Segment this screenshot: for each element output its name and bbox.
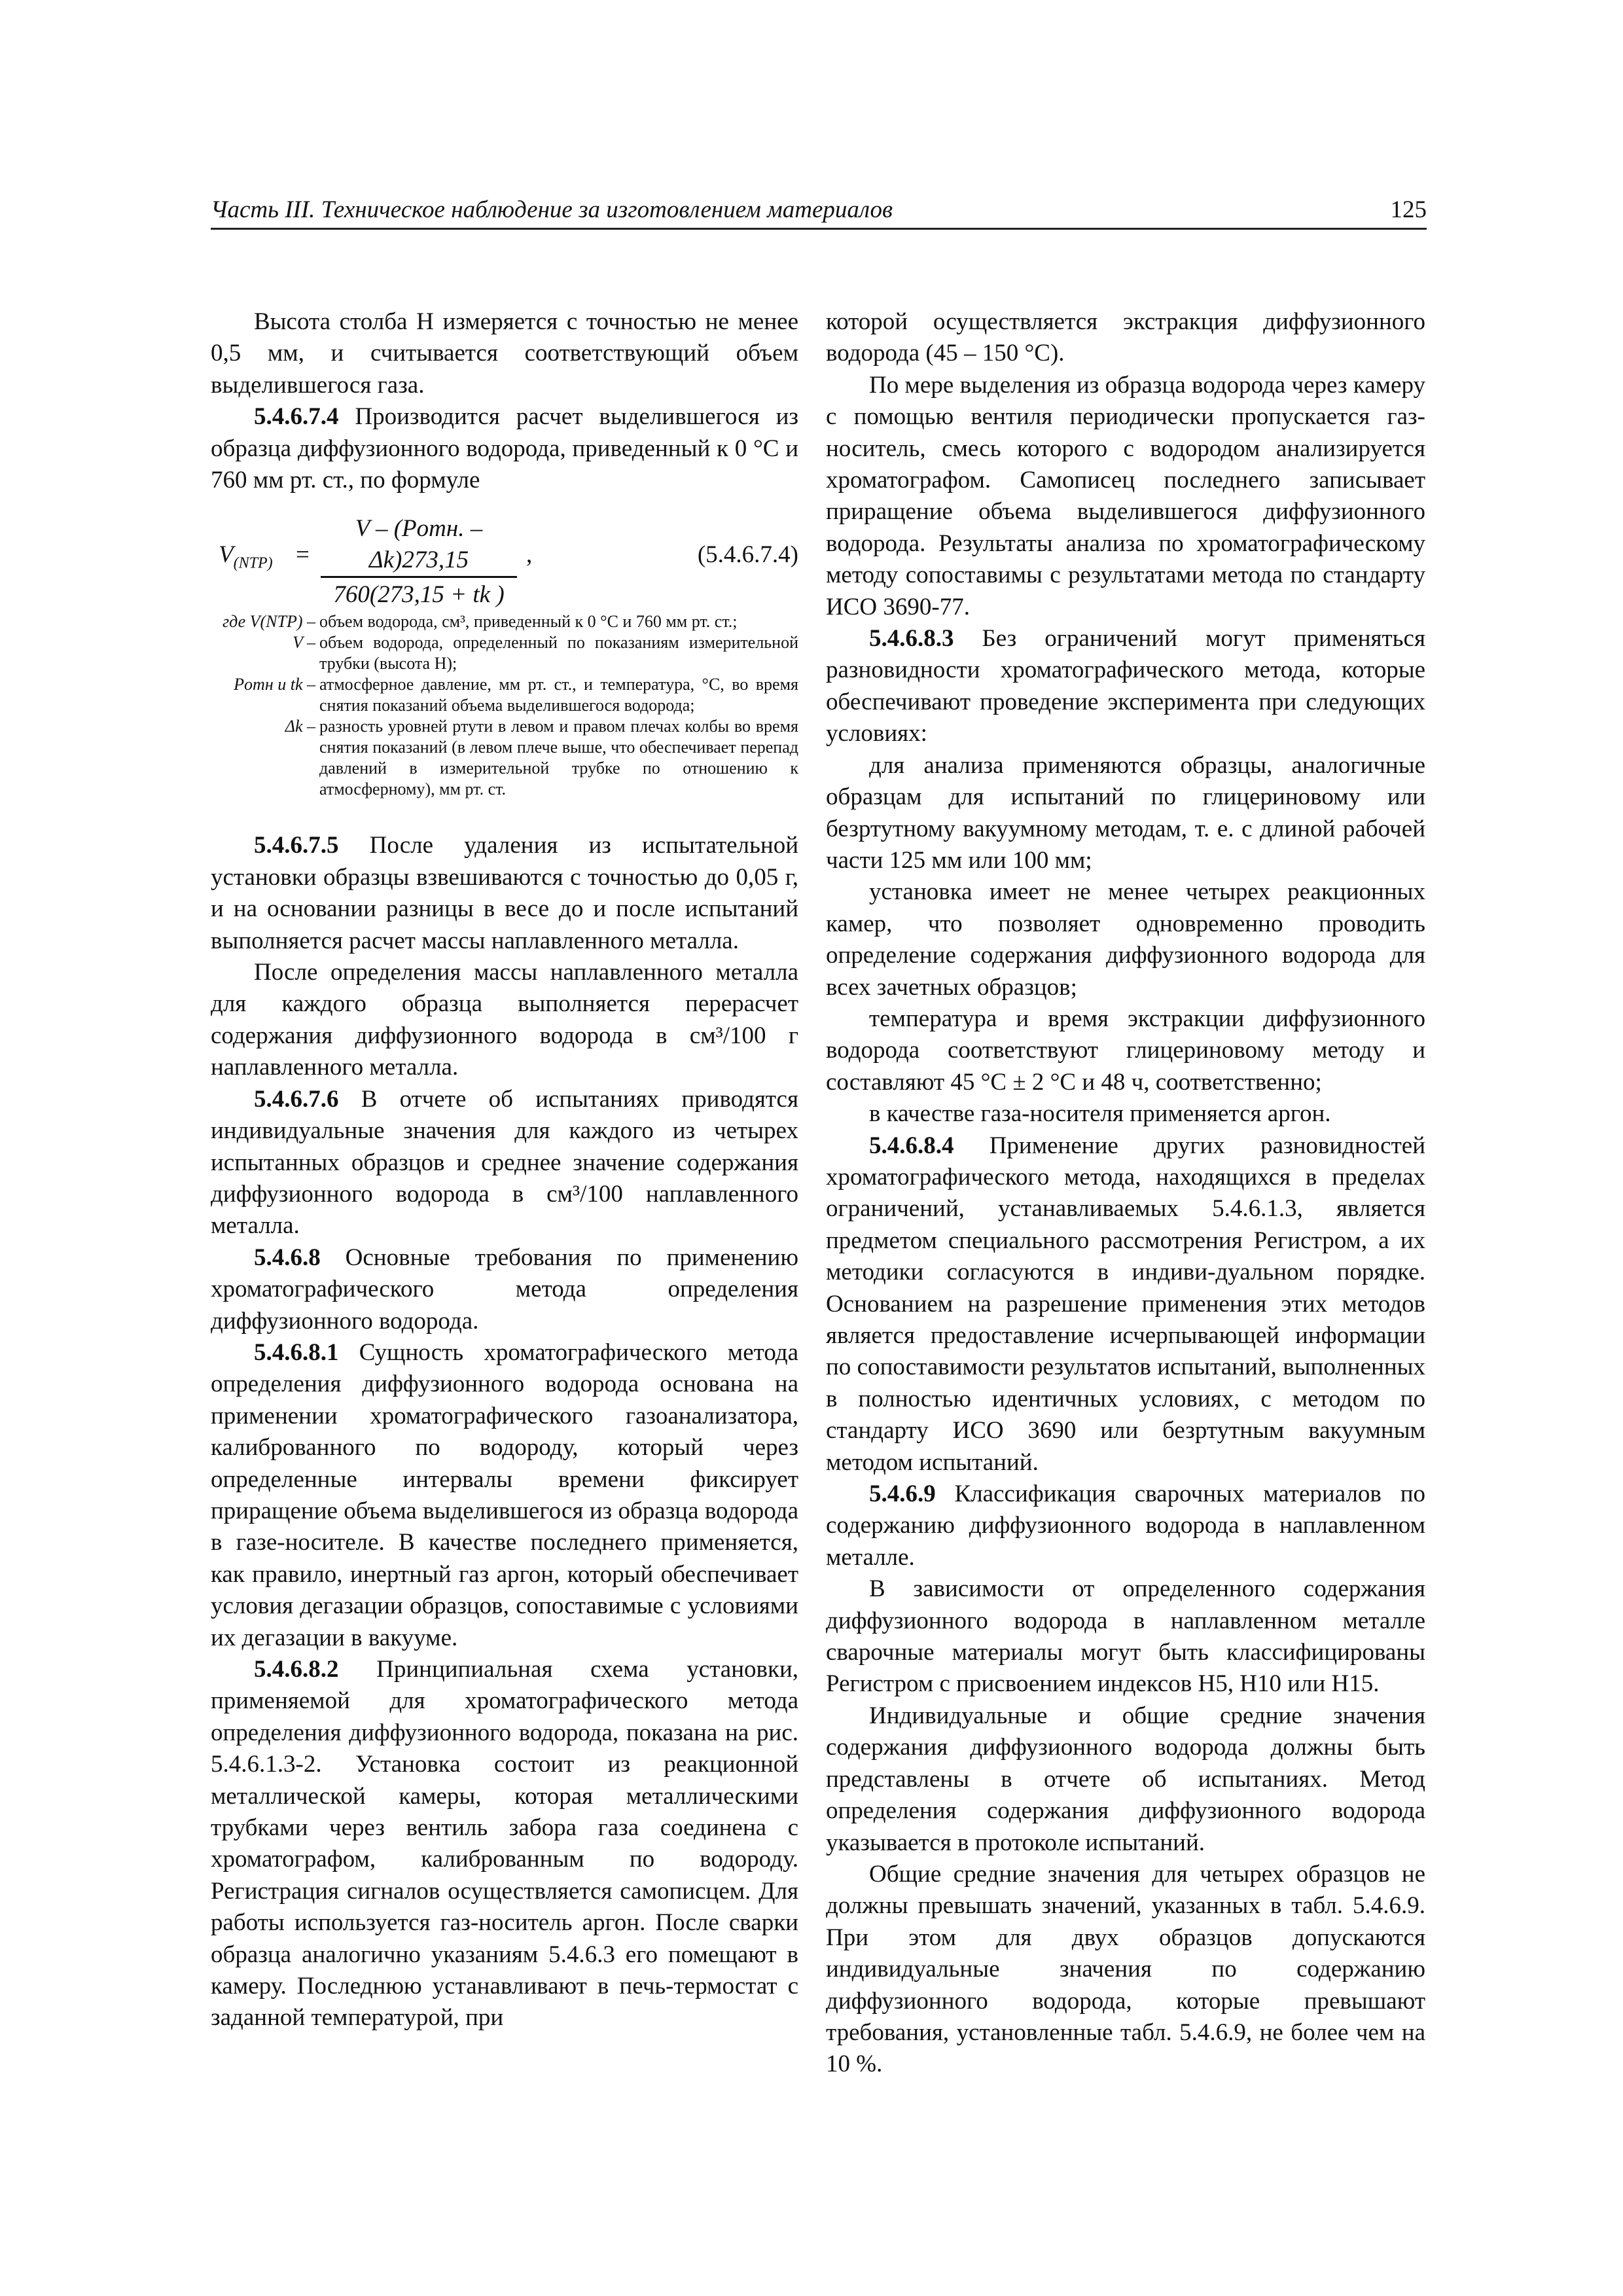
formula-number: (5.4.6.7.4)	[697, 541, 798, 569]
legend-symbol: Pотн и tk –	[234, 675, 315, 694]
paragraph-continuation: которой осуществляется экстракция диффузионного водорода (45 – 150 °С).	[826, 308, 1425, 367]
section-5-4-6-7-5	[211, 830, 798, 957]
formula-lhs: $V_{(NTP)}$	[219, 541, 273, 572]
section-5-4-6-8-1	[211, 1337, 798, 1654]
right-column	[826, 306, 1425, 2081]
section-text: Производится расчет выделившегося из образца диффузионного водорода, приведенный к 0 °С и 760 мм рт. ст., по формуле	[211, 403, 798, 494]
section-5-4-6-8	[211, 1242, 798, 1337]
section-text: Принципиальная схема установки, применяемой для хроматографического метода определения диффузионного водорода, показана на рис. 5.4.6.1.3-2. Установка состоит из реакционной металлической камеры, которая металлическими трубками через вентиль забора газа соединена с хроматографом, калиброванным по водороду. Регистрация сигналов осуществляется самописцем. Для работы используется газ-носитель аргон. После сварки образца аналогично указаниям 5.4.6.3 его помещают в камеру. Последнюю устанавливают в печь-термостат с заданной температурой, при	[211, 1656, 798, 2032]
legend-row	[211, 674, 798, 716]
formula-equals: =	[296, 541, 310, 569]
formula-5-4-6-7-4	[211, 513, 798, 609]
condition-item: температура и время экстракции диффузионного водорода соответствуют глицериновому методу и составляют 45 °С ± 2 °С и 48 ч, соответственно;	[826, 1005, 1425, 1096]
condition-item: в качестве газа-носителя применяется аргон.	[869, 1100, 1331, 1128]
legend-text: атмосферное давление, мм рт. ст., и температура, °С, во время снятия показаний объема выделившегося водорода;	[319, 675, 798, 715]
section-number: 5.4.6.8.3	[869, 625, 954, 653]
legend-text: объем водорода, определенный по показаниям измерительной трубки (высота H);	[319, 633, 798, 673]
formula-fraction	[321, 513, 517, 612]
section-number: 5.4.6.8.4	[869, 1132, 954, 1159]
section-5-4-6-7-4	[211, 401, 798, 496]
section-5-4-6-9	[826, 1479, 1425, 1573]
formula-legend	[211, 611, 798, 800]
section-5-4-6-8-2	[211, 1654, 798, 2034]
legend-symbol: Δk –	[285, 717, 315, 736]
condition-item: установка имеет не менее четырех реакционных камер, что позволяет одновременно проводить определение содержания диффузионного водорода для всех зачетных образцов;	[826, 878, 1425, 1001]
paragraph-column-height: Высота столба H измеряется с точностью не менее 0,5 мм, и считывается соответствующий объем выделившегося газа.	[211, 308, 798, 399]
formula-denominator: 760(273,15 + tk )	[333, 581, 505, 609]
section-number: 5.4.6.9	[869, 1480, 936, 1508]
section-text: Применение других разновидностей хроматографического метода, находящихся в пределах ограничений, устанавливаемых 5.4.6.1.3, является предметом специального рассмотрения Регистром, а их методики согласуются в индиви-дуальном порядке. Основанием на разрешение применения этих методов является предоставление исчерпывающей информации по сопоставимости результатов испытаний, выполненных в полностью идентичных условиях, с методом по стандарту ИСО 3690 или безртутным вакуумным методом испытаний.	[826, 1132, 1425, 1476]
section-text: Сущность хроматографического метода определения диффузионного водорода основана на применении хроматографического газоанализатора, калиброванного по водороду, который через определенные интервалы времени фиксирует приращение объема выделившегося из образца водорода в газе-носителе. В качестве последнего применяется, как правило, инертный газ аргон, который обеспечивает условия дегазации образцов, сопоставимые с условиями их дегазации в вакууме.	[211, 1338, 798, 1651]
paragraph-classification: В зависимости от определенного содержания диффузионного водорода в наплавленном металле сварочные материалы могут быть классифицированы Регистром с присвоением индексов H5, H10 или H15.	[826, 1575, 1425, 1698]
section-5-4-6-8-4	[826, 1130, 1425, 1479]
legend-symbol: где V(NTP) –	[222, 612, 315, 632]
formula-numerator: V – (Pотн. – Δk)273,15	[321, 513, 517, 578]
section-number: 5.4.6.8	[254, 1244, 321, 1271]
legend-row	[211, 716, 798, 800]
legend-row	[211, 611, 798, 632]
section-text: Классификация сварочных материалов по содержанию диффузионного водорода в наплавленном металле.	[826, 1480, 1425, 1571]
header-title: Часть III. Техническое наблюдение за изготовлением материалов	[211, 196, 893, 223]
section-text: В отчете об испытаниях приводятся индивидуальные значения для каждого из четырех испытанных образцов и среднее значение содержания диффузионного водорода в см³/100 наплавленного металла.	[211, 1085, 798, 1240]
paragraph-gas-flow: По мере выделения из образца водорода через камеру с помощью вентиля периодически пропускается газ-носитель, смесь которого с водородом анализируется хроматографом. Самописец последнего записывает приращение объема выделившегося диффузионного водорода. Результаты анализа по хроматографическому методу сопоставимы с результатами метода по стандарту ИСО 3690-77.	[826, 371, 1425, 620]
section-number: 5.4.6.7.4	[254, 403, 339, 431]
legend-text: объем водорода, см³, приведенный к 0 °С и 760 мм рт. ст.;	[319, 612, 738, 632]
section-5-4-6-7-6	[211, 1084, 798, 1242]
paragraph-average-values: Общие средние значения для четырех образцов не должны превышать значений, указанных в табл. 5.4.6.9. При этом для двух образцов допускаются индивидуальные значения по содержанию диффузионного водорода, которые превышают требования, установленные табл. 5.4.6.9, не более чем на 10 %.	[826, 1860, 1425, 2078]
left-column	[211, 306, 798, 2034]
section-5-4-6-8-3	[826, 623, 1425, 750]
page-number: 125	[1390, 196, 1427, 223]
section-text: После удаления из испытательной установки образцы взвешиваются с точностью до 0,05 г, и на основании разницы в весе до и после испытаний выполняется расчет массы наплавленного металла.	[211, 832, 798, 954]
running-header	[211, 196, 1427, 230]
legend-row	[211, 632, 798, 674]
section-number: 5.4.6.8.1	[254, 1338, 339, 1366]
condition-item: для анализа применяются образцы, аналогичные образцам для испытаний по глицериновому или безртутному вакуумному методам, т. е. с длиной рабочей части 125 мм или 100 мм;	[826, 751, 1425, 874]
section-number: 5.4.6.7.6	[254, 1085, 339, 1113]
section-number: 5.4.6.7.5	[254, 832, 339, 859]
formula-comma: ,	[526, 541, 533, 569]
legend-symbol: V –	[293, 633, 315, 653]
legend-text: разность уровней ртути в левом и правом плечах колбы во время снятия показаний (в левом плече выше, что обеспечивает перепад давлений в измерительной трубке по отношению к атмосферному), мм рт. ст.	[319, 717, 798, 799]
section-number: 5.4.6.8.2	[254, 1656, 339, 1683]
section-text: Основные требования по применению хроматографического метода определения диффузионного водорода.	[211, 1244, 798, 1335]
paragraph-report: Индивидуальные и общие средние значения содержания диффузионного водорода должны быть представлены в отчете об испытаниях. Метод определения содержания диффузионного водорода указывается в протоколе испытаний.	[826, 1702, 1425, 1856]
paragraph-mass-recalc: После определения массы наплавленного металла для каждого образца выполняется перерасчет содержания диффузионного водорода в см³/100 г наплавленного металла.	[211, 959, 798, 1081]
section-text: Без ограничений могут применяться разновидности хроматографического метода, которые обеспечивают проведение эксперимента при следующих условиях:	[826, 625, 1425, 747]
